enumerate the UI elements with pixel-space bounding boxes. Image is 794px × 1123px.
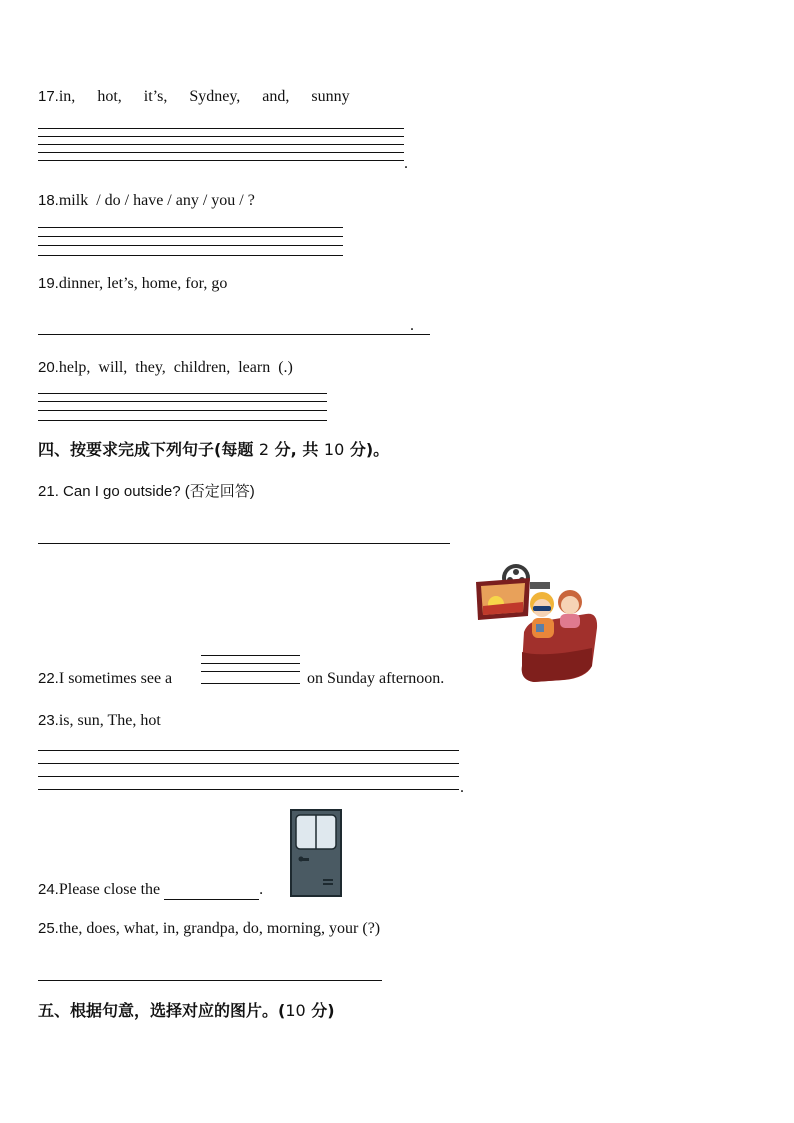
question-22 [38,669,172,689]
question-number: 17. [38,88,59,105]
section-title-end: 分)。 [349,440,390,459]
question-text: help, will, they, children, learn (.) [58,359,293,376]
section-title: 四、按要求完成下列句子(每题 [38,440,254,459]
answer-line[interactable] [201,671,300,672]
end-punctuation: . [460,779,464,796]
question-20 [38,358,293,378]
word: hot, [97,88,122,105]
question-17 [38,87,350,107]
end-punctuation: . [404,155,408,172]
question-number: 23. [38,712,59,729]
question-21 [38,482,255,502]
answer-line[interactable] [38,160,404,161]
answer-line[interactable] [38,543,450,544]
question-number: 22. [38,670,59,687]
section-5-heading [38,1001,335,1021]
question-18 [38,191,255,211]
question-19 [38,274,227,294]
section-title-end: 分) [311,1001,335,1020]
word: sunny [311,88,350,105]
answer-line[interactable] [201,683,300,684]
door-icon [290,809,342,897]
answer-line[interactable] [38,420,327,421]
answer-line[interactable] [38,255,343,256]
answer-line[interactable] [38,227,343,228]
question-number: 24. [38,881,59,898]
word: Sydney, [189,88,241,105]
answer-line[interactable] [38,128,404,129]
answer-line[interactable] [38,393,327,394]
cinema-watching-icon [474,562,602,686]
answer-line[interactable] [38,776,459,777]
answer-line[interactable] [38,334,430,335]
question-number: 25. [38,920,59,937]
question-25 [38,919,380,939]
question-22-continued [307,669,444,689]
word: and, [262,88,290,105]
question-text: dinner, let’s, home, for, go [58,275,228,292]
question-text-before: Please close the [58,881,161,898]
section-title: 五、根据句意，选择对应的图片。( [38,1001,286,1020]
answer-line[interactable] [38,763,459,764]
answer-line[interactable] [38,245,343,246]
word: it’s, [143,88,168,105]
question-number: 18. [38,192,59,209]
section-title-mid: 分, 共 [274,440,319,459]
word: in, [58,88,76,105]
answer-line[interactable] [201,655,300,656]
end-punctuation: . [259,881,264,898]
end-punctuation: . [410,317,414,334]
question-text-after: on Sunday afternoon. [307,670,445,687]
answer-line[interactable] [38,750,459,751]
answer-blank[interactable] [164,881,259,900]
score: 10 [285,1001,306,1020]
question-number: 20. [38,359,59,376]
answer-line[interactable] [201,663,300,664]
question-23 [38,711,161,731]
answer-line[interactable] [38,236,343,237]
answer-line[interactable] [38,144,404,145]
score: 10 [323,440,345,459]
question-text-before: I sometimes see a [58,670,173,687]
question-number: 19. [38,275,59,292]
question-text: . Can I go outside? (否定回答) [54,483,255,500]
answer-line[interactable] [38,136,404,137]
answer-line[interactable] [38,410,327,411]
question-text: milk / do / have / any / you / ? [58,192,255,209]
question-24 [38,880,263,900]
question-text: the, does, what, in, grandpa, do, morning, your (?) [58,920,381,937]
answer-line[interactable] [38,401,327,402]
answer-line[interactable] [38,789,459,790]
answer-line[interactable] [38,980,382,981]
answer-line[interactable] [38,152,404,153]
section-4-heading [38,440,389,460]
question-number: 21 [38,483,55,500]
question-text: is, sun, The, hot [58,712,161,729]
score: 2 [258,440,270,459]
